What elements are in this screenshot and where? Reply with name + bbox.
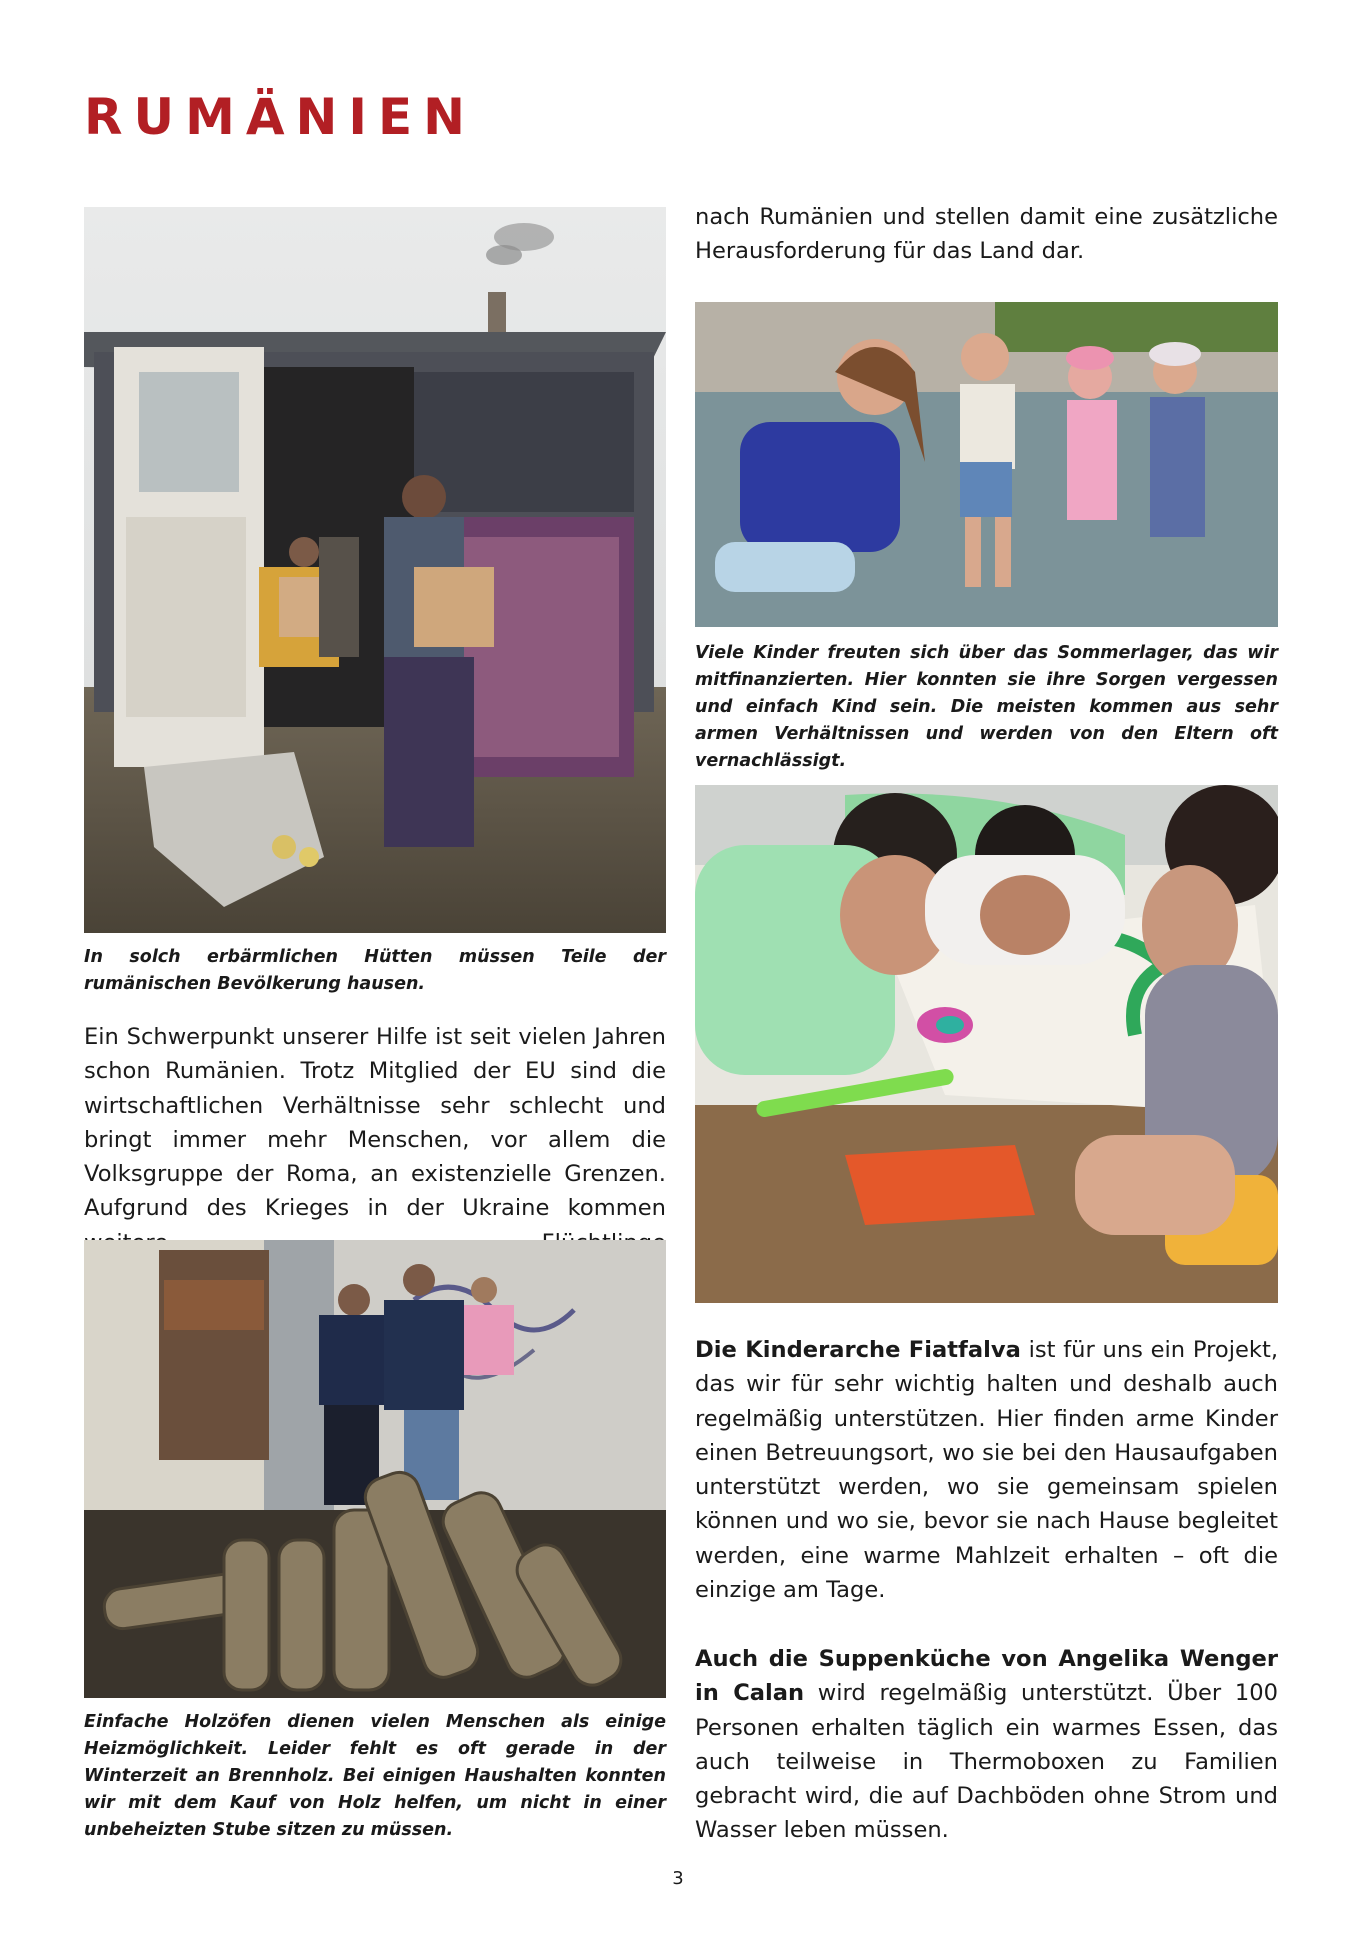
body-paragraph-continued: nach Rumänien und stellen damit eine zusätzliche Herausforderung für das Land dar. [695,204,1278,265]
caption-hut: In solch erbärmlichen Hütten müssen Teile der rumänischen Bevölkerung hausen. [84,947,666,994]
suppenkueche-text: wird regelmäßig unterstützt. Über 100 Personen erhalten täglich ein warmes Essen, das auch teilweise in Thermoboxen zu Familien gebracht wird, die auf Dachböden ohne Strom und Wasser leben müssen. [695,1680,1279,1844]
kinderarche-lead: Die Kinderarche Fiatfalva [695,1337,1021,1363]
paragraph-suppenkueche [695,1642,1278,1848]
photo-summer-camp [695,302,1278,627]
page-title: RUMÄNIEN [84,88,477,146]
caption-firewood: Einfache Holzöfen dienen vielen Menschen als einige Heizmöglichkeit. Leider fehlt es oft gerade in der Winterzeit an Brennholz. Bei einigen Haushalten konnten wir mit dem Kauf von Holz helfen, um nicht in einer unbeheizten Stube sitzen zu müssen. [84,1712,666,1840]
kinderarche-text: ist für uns ein Projekt, das wir für sehr wichtig halten und deshalb auch regelmäßig unterstützen. Hier finden arme Kinder einen Betreuungsort, wo sie bei den Hausaufgaben unterstützt werden, wo sie gemeinsam spielen können und wo sie, bevor sie nach Hause begleitet werden, eine warme Mahlzeit erhalten – oft die einzige am Tage. [695,1337,1279,1604]
photo-firewood [84,1240,666,1698]
photo-crafting [695,785,1278,1303]
caption-summer-camp: Viele Kinder freuten sich über das Sommerlager, das wir mitfinanzierten. Hier konnten sie ihre Sorgen vergessen und einfach Kind sein. Die meisten kommen aus sehr armen Verhältnissen und werden von den Eltern oft vernachlässigt. [695,643,1278,771]
body-paragraph-intro: Ein Schwerpunkt unserer Hilfe ist seit vielen Jahren schon Rumänien. Trotz Mitglied der EU sind die wirtschaftlichen Verhältnisse sehr schlecht und bringt immer mehr Menschen, vor allem die Volksgruppe der Roma, an existenzielle Grenzen. Aufgrund des Krieges in der Ukraine kommen [84,1024,666,1222]
suppenkueche-lead: Auch die Suppenküche von Angelika Wenger in Calan [695,1646,1278,1707]
paragraph-kinderarche [695,1333,1278,1607]
photo-hut [84,207,666,933]
page-number: 3 [672,1868,684,1889]
